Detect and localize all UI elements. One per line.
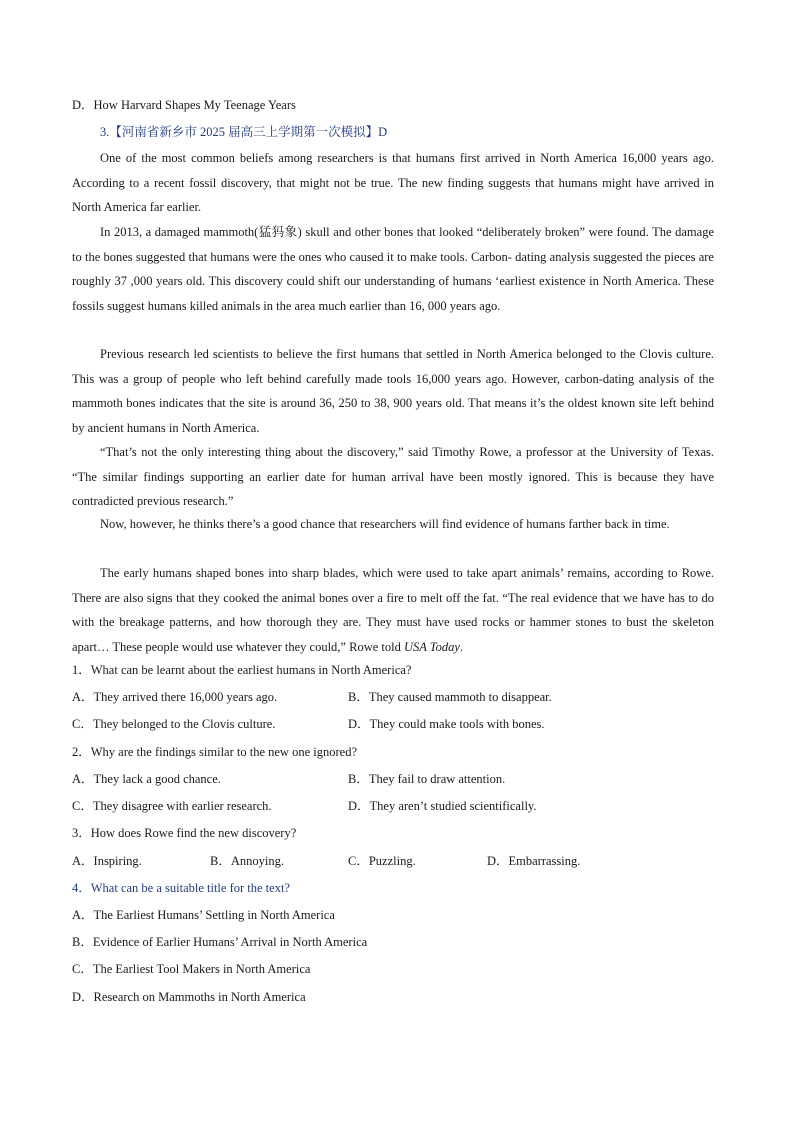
passage-end-punct: . (459, 639, 464, 654)
passage-paragraph-3: Previous research led scientists to believe the first humans that settled in North America belonged to the Clovis culture. This was a group of people who left behind carefully made tools 16,000 years ago. However, carbon-dating analysis of the mammoth bones indicates that the site is around 36, 250 to 38, 900 years old. That means it’s the oldest known site left behind by ancient humans in North America. (72, 347, 714, 435)
question-2-option-d[interactable]: D．They aren’t studied scientifically. (348, 799, 537, 813)
source-header (100, 124, 387, 140)
question-2-option-c[interactable]: C．They disagree with earlier research. (72, 799, 272, 813)
source-answer: D (378, 125, 388, 139)
question-1-stem: 1．What can be learnt about the earliest humans in North America? (72, 663, 412, 677)
question-1-option-b[interactable]: B．They caused mammoth to disappear. (348, 690, 552, 704)
passage-paragraph-6 (72, 561, 714, 659)
question-2-option-b[interactable]: B．They fail to draw attention. (348, 772, 506, 786)
question-2-stem: 2．Why are the findings similar to the new one ignored? (72, 745, 357, 759)
question-3-stem: 3．How does Rowe find the new discovery? (72, 826, 297, 840)
question-1-option-c[interactable]: C．They belonged to the Clovis culture. (72, 717, 276, 731)
question-3-option-b[interactable]: B．Annoying. (210, 854, 284, 868)
question-2-option-a[interactable]: A．They lack a good chance. (72, 772, 221, 786)
question-4-stem: 4．What can be a suitable title for the text? (72, 881, 290, 895)
question-3-option-a[interactable]: A．Inspiring. (72, 854, 142, 868)
passage-paragraph-4: “That’s not the only interesting thing about the discovery,” said Timothy Rowe, a professor at the University of Texas. “The similar findings supporting an earlier date for human arrival have been mostly ignored. This is because they have contradicted previous research.” (72, 445, 714, 508)
passage-paragraph-5: Now, however, he thinks there’s a good chance that researchers will find evidence of humans farther back in time. (100, 517, 670, 531)
passage-paragraph-1: One of the most common beliefs among researchers is that humans first arrived in North America 16,000 years ago. According to a recent fossil discovery, that might not be true. The new finding suggests that humans might have arrived in North America far earlier. (72, 151, 714, 214)
passage-paragraph-6-text: The early humans shaped bones into sharp blades, which were used to take apart animals’ remains, according to Rowe. There are also signs that they cooked the animal bones over a fire to melt off the fat. “The real evidence that we have has to do with the breakage patterns, and how thorough they are. They must have used rocks or hammer stones to bust the skeleton apart… These people would use whatever they could,” Rowe told (72, 566, 714, 654)
question-4-option-c[interactable]: C．The Earliest Tool Makers in North America (72, 962, 311, 976)
question-3-option-c[interactable]: C．Puzzling. (348, 854, 416, 868)
passage-paragraph-2: In 2013, a damaged mammoth(猛犸象) skull and other bones that looked “deliberately broken” were found. The damage to the bones suggested that humans were the ones who caused it to make tools. Carbon- dating analysis suggested the pieces are roughly 37 ,000 years old. This discovery could shift our understanding of humans ‘earliest existence in North America. These fossils suggest humans killed animals in the area much earlier than 16, 000 years ago. (72, 225, 714, 313)
previous-option-d: D．How Harvard Shapes My Teenage Years (72, 98, 296, 112)
question-4-option-d[interactable]: D．Research on Mammoths in North America (72, 990, 306, 1004)
question-4-option-b[interactable]: B．Evidence of Earlier Humans’ Arrival in North America (72, 935, 368, 949)
question-4-option-a[interactable]: A．The Earliest Humans’ Settling in North America (72, 908, 335, 922)
publication-name: USA Today (403, 639, 460, 654)
question-1-option-d[interactable]: D．They could make tools with bones. (348, 717, 545, 731)
question-1-option-a[interactable]: A．They arrived there 16,000 years ago. (72, 690, 278, 704)
source-number: 3. (100, 125, 110, 139)
source-label: 【河南省新乡市 2025 届高三上学期第一次模拟】 (109, 125, 379, 139)
question-3-option-d[interactable]: D．Embarrassing. (487, 854, 581, 868)
